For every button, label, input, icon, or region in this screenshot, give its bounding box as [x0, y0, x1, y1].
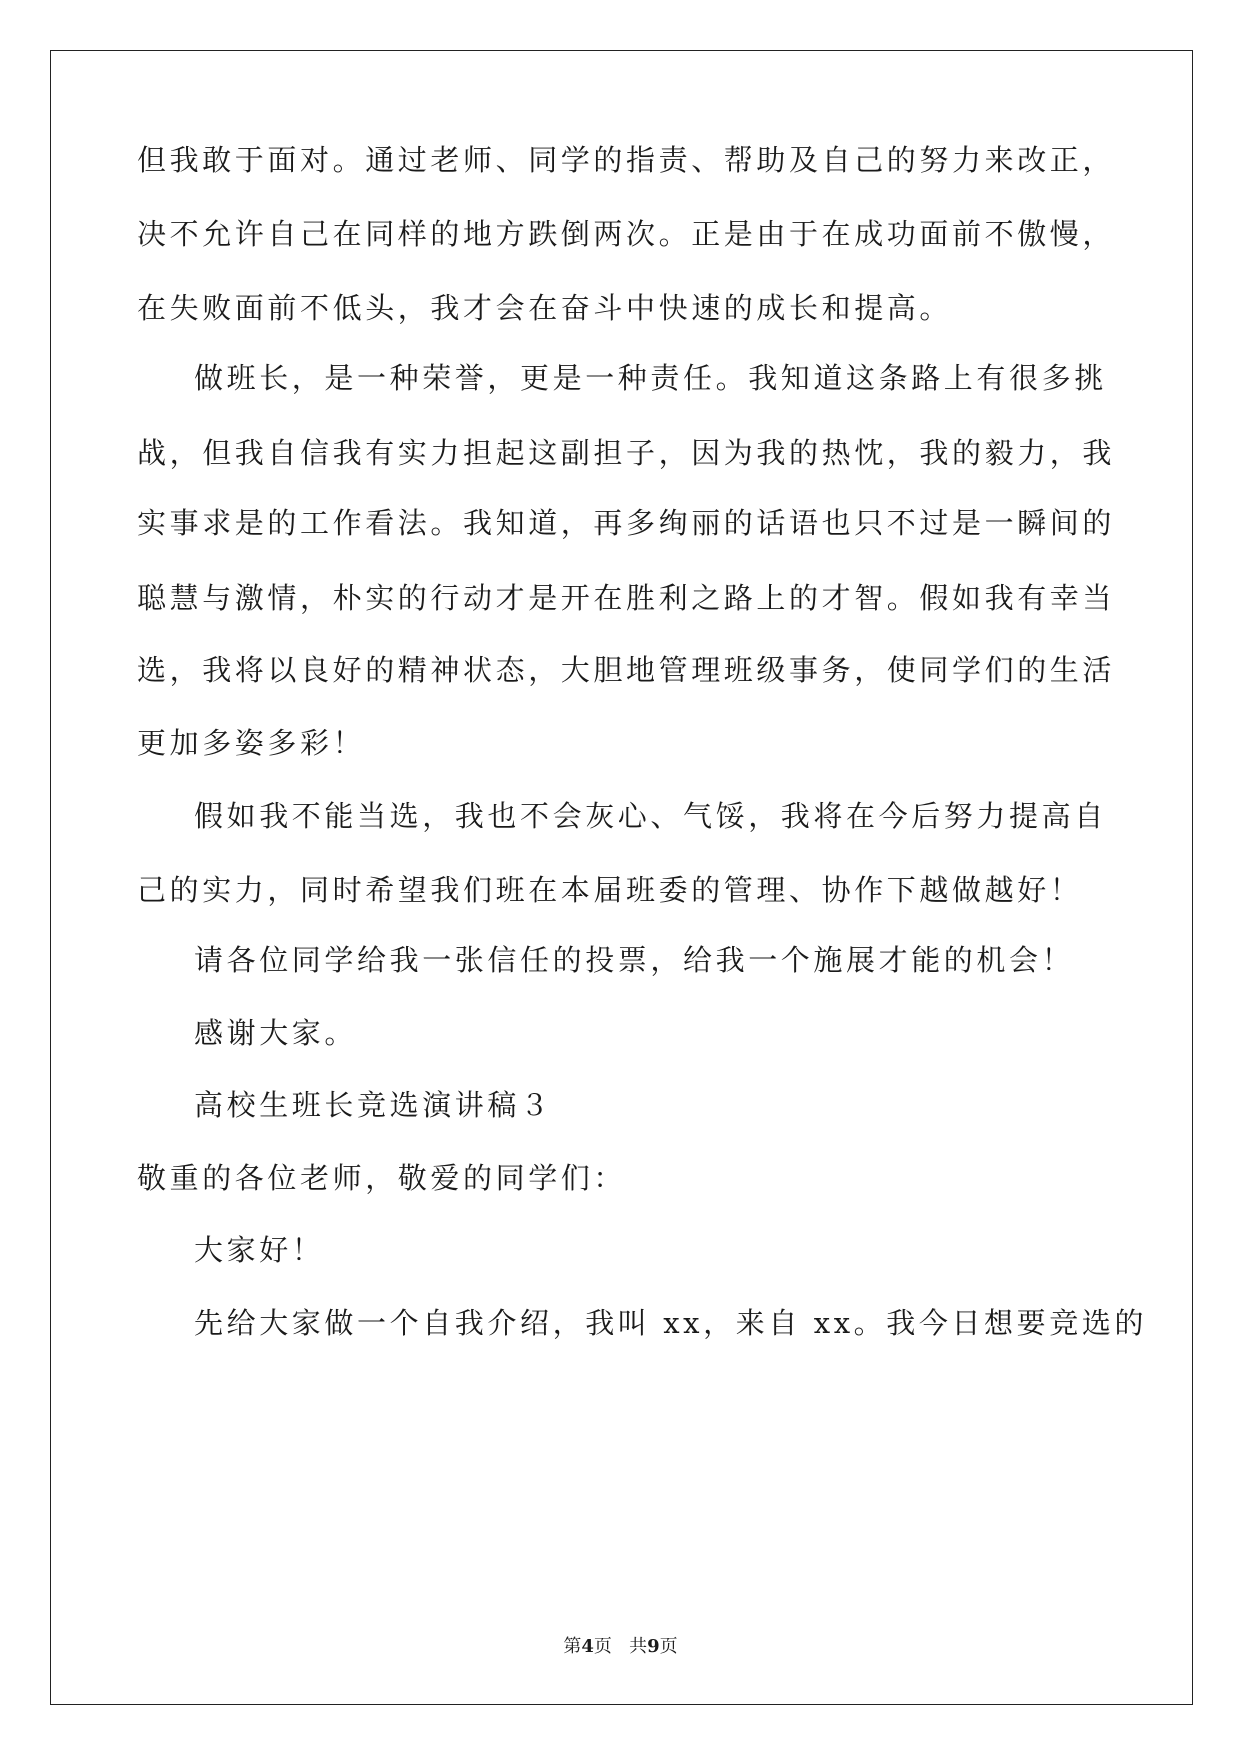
- text-line: 做班长，是一种荣誉，更是一种责任。我知道这条路上有很多挑: [194, 361, 1107, 395]
- page-footer: [0, 1632, 1241, 1658]
- text-line: 选，我将以良好的精神状态，大胆地管理班级事务，使同学们的生活: [137, 653, 1116, 687]
- text-line: 在失败面前不低头，我才会在奋斗中快速的成长和提高。: [137, 291, 953, 325]
- text-line: 假如我不能当选，我也不会灰心、气馁，我将在今后努力提高自: [194, 799, 1107, 833]
- text-line: 感谢大家。: [194, 1016, 358, 1050]
- text-line: 聪慧与激情，朴实的行动才是开在胜利之路上的才智。假如我有幸当: [137, 581, 1116, 615]
- text-line: 己的实力，同时希望我们班在本届班委的管理、协作下越做越好！: [137, 873, 1083, 907]
- footer-prefix: 第: [563, 1636, 582, 1657]
- footer-current-page: 4: [581, 1636, 594, 1657]
- text-line: 战，但我自信我有实力担起这副担子，因为我的热忱，我的毅力，我: [137, 436, 1116, 470]
- greeting: 大家好！: [194, 1233, 325, 1267]
- text-line: 请各位同学给我一张信任的投票，给我一个施展才能的机会！: [194, 943, 1075, 977]
- footer-total-pages: 9: [647, 1636, 660, 1657]
- text-line: 先给大家做一个自我介绍，我叫 xx，来自 xx。我今日想要竞选的: [194, 1306, 1148, 1340]
- text-line: 实事求是的工作看法。我知道，再多绚丽的话语也只不过是一瞬间的: [137, 506, 1116, 540]
- section-heading: 高校生班长竞选演讲稿３: [194, 1088, 553, 1122]
- text-line: 但我敢于面对。通过老师、同学的指责、帮助及自己的努力来改正，: [137, 143, 1116, 177]
- text-line: 决不允许自己在同样的地方跌倒两次。正是由于在成功面前不傲慢，: [137, 217, 1116, 251]
- salutation: 敬重的各位老师，敬爱的同学们：: [137, 1161, 627, 1195]
- footer-middle: 页 共: [593, 1636, 648, 1657]
- text-line: 更加多姿多彩！: [137, 726, 366, 760]
- footer-suffix: 页: [659, 1636, 678, 1657]
